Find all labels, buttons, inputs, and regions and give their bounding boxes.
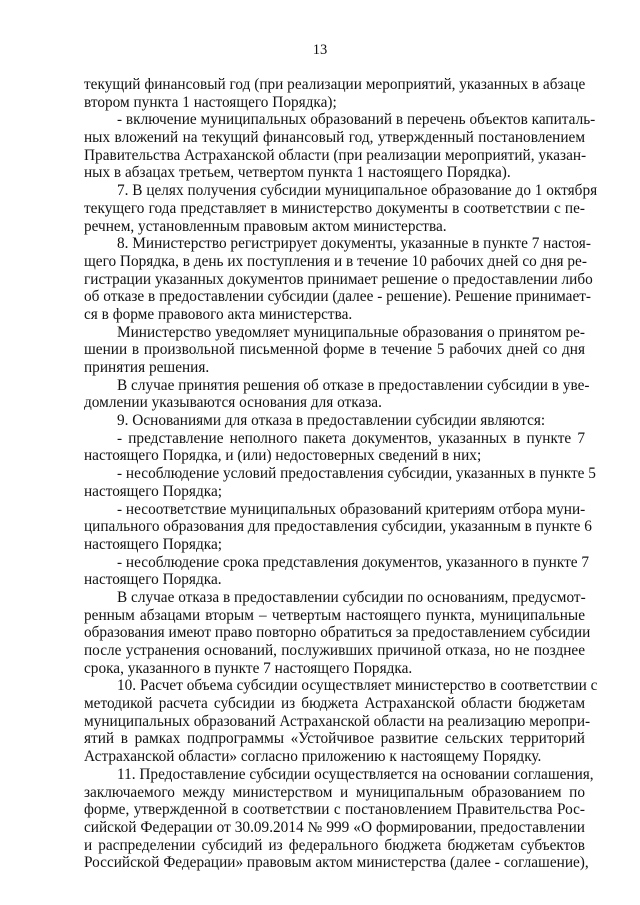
text-line: 7. В целях получения субсидии муниципальное образование до 1 октября	[117, 182, 598, 200]
text-line: Российской Федерации» правовым актом министерства (далее - соглашение),	[84, 854, 589, 872]
page-number: 13	[312, 42, 328, 58]
text-line: речнем, установленным правовым актом министерства.	[84, 217, 447, 235]
text-line: гистрации указанных документов принимает решение о предоставлении либо	[84, 270, 593, 288]
text-line: 8. Министерство регистрирует документы, указанные в пункте 7 настоя-	[117, 235, 591, 253]
text-line: принятия решения.	[84, 359, 210, 376]
text-line: методикой расчета субсидии из бюджета Астраханской области бюджетам	[84, 695, 585, 713]
text-line: заключаемого между министерством и муниципальным образованием по	[84, 783, 585, 801]
text-line: Министерство уведомляет муниципальные образования о принятом ре-	[117, 323, 585, 341]
document-body	[84, 76, 598, 872]
text-line: ренным абзацами вторым – четвертым настоящего пункта, муниципальные	[84, 606, 585, 624]
text-line: после устранения оснований, послуживших причиной отказа, но не позднее	[84, 642, 585, 659]
text-line: и распределении субсидий из федерального бюджета бюджетам субъектов	[84, 836, 585, 854]
text-line: - несоответствие муниципальных образований критериям отбора муни-	[117, 500, 586, 518]
text-line: форме, утвержденной в соответствии с постановлением Правительства Рос-	[84, 801, 585, 819]
text-line: сийской Федерации от 30.09.2014 № 999 «О формировании, предоставлении	[84, 818, 585, 836]
text-line: В случае отказа в предоставлении субсидии по основаниям, предусмот-	[117, 588, 586, 606]
text-line: ципального образования для предоставления субсидии, указанным в пункте 6	[84, 518, 592, 536]
text-line: 10. Расчет объема субсидии осуществляет министерство в соответствии с	[117, 677, 598, 695]
text-line: настоящего Порядка.	[84, 571, 222, 589]
text-line: образования имеют право повторно обратиться за предоставлением субсидии	[84, 624, 591, 642]
text-line: текущий финансовый год (при реализации мероприятий, указанных в абзаце	[84, 76, 586, 93]
text-line: Правительства Астраханской области (при реализации мероприятий, указан-	[84, 146, 587, 164]
text-line: срока, указанного в пункте 7 настоящего Порядка.	[84, 659, 413, 677]
text-line: ных вложений на текущий финансовый год, утвержденный постановлением	[84, 129, 585, 147]
text-line: муниципальных образований Астраханской области на реализацию меропри-	[84, 712, 591, 730]
text-line: В случае принятия решения об отказе в предоставлении субсидии в уве-	[117, 376, 590, 394]
text-line: домлении указываются основания для отказа.	[84, 394, 382, 412]
text-line: ятий в рамках подпрограммы «Устойчивое развитие сельских территорий	[84, 730, 585, 748]
text-line: ся в форме правового акта министерства.	[84, 305, 353, 323]
text-line: текущего года представляет в министерство документы в соответствии с пе-	[84, 199, 585, 217]
text-line: Астраханской области» согласно приложению к настоящему Порядку.	[84, 748, 542, 766]
text-line: щего Порядка, в день их поступления и в течение 10 рабочих дней со дня ре-	[84, 252, 587, 270]
text-line: об отказе в предоставлении субсидии (далее - решение). Решение принимает-	[84, 288, 592, 306]
text-line: втором пункта 1 настоящего Порядка);	[84, 93, 337, 111]
text-line: - включение муниципальных образований в перечень объектов капиталь-	[117, 111, 596, 129]
text-line: шении в произвольной письменной форме в течение 5 рабочих дней со дня	[84, 341, 585, 359]
text-line: 9. Основаниями для отказа в предоставлении субсидии являются:	[117, 412, 546, 430]
text-line: ных в абзацах третьем, четвертом пункта 1 настоящего Порядка).	[84, 164, 511, 182]
text-line: - несоблюдение срока представления документов, указанного в пункте 7	[117, 553, 590, 571]
text-line: - представление неполного пакета документов, указанных в пункте 7	[117, 429, 585, 447]
text-line: настоящего Порядка;	[84, 482, 222, 500]
text-line: настоящего Порядка;	[84, 535, 222, 553]
text-line: настоящего Порядка, и (или) недостоверных сведений в них;	[84, 447, 482, 465]
text-line: - несоблюдение условий предоставления субсидии, указанных в пункте 5	[117, 465, 596, 483]
text-line: 11. Предоставление субсидии осуществляется на основании соглашения,	[117, 765, 594, 783]
